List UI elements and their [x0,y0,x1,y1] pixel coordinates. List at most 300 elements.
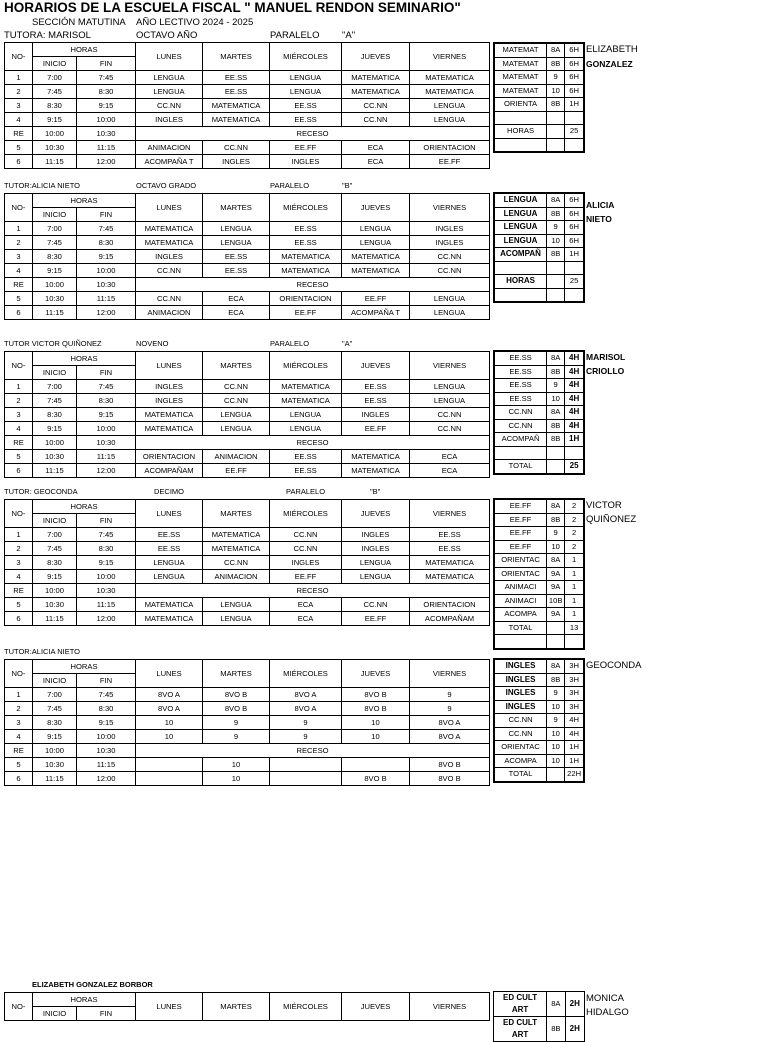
col-no: NO- [5,500,33,528]
load-subject: EE.FF [494,499,547,513]
load-row [494,554,584,568]
col-viernes: VIERNES [410,43,490,71]
subject-cell: 10 [203,758,270,772]
col-fin: FIN [77,208,136,222]
period-number: RE [5,278,33,292]
subject-cell: ECA [270,598,342,612]
teacher-name-last: HIDALGO [586,1007,629,1018]
start-time: 8:30 [33,250,77,264]
load-hours: 1 [565,554,584,568]
table-row [5,236,490,250]
subject-cell: LENGUA [270,422,342,436]
load-subject: MATEMAT [494,43,547,57]
start-time: 11:15 [33,464,77,478]
end-time: 8:30 [77,85,136,99]
load-grade [547,261,565,275]
load-subject: ACOMPA [494,754,547,768]
load-row [494,392,584,406]
tutor-label: TUTORA: MARISOL [4,30,91,41]
receso-cell: RECESO [136,584,490,598]
subject-cell: EE.SS [270,464,342,478]
load-row [494,540,584,554]
subject-cell: MATEMATICA [410,71,490,85]
teacher-load-table [493,658,585,783]
col-martes: MARTES [203,500,270,528]
start-time: 10:00 [33,127,77,141]
subject-cell: MATEMATICA [410,85,490,99]
load-hours: 1H [565,754,584,768]
load-hours: 6H [565,71,584,85]
subject-cell: CC.NN [203,141,270,155]
subject-cell: 8VO B [410,758,490,772]
subject-cell: CC.NN [410,408,490,422]
subject-cell: EE.SS [136,542,203,556]
load-subject: ORIENTAC [494,554,547,568]
col-lunes: LUNES [136,194,203,222]
table-row [5,250,490,264]
load-subject: ORIENTAC [494,567,547,581]
load-grade: 10 [547,540,565,554]
load-hours: 25 [565,275,584,289]
subject-cell: 8VO B [342,772,410,786]
load-hours: 6H [565,57,584,71]
subject-cell: ECA [203,292,270,306]
period-number: RE [5,127,33,141]
subject-cell: 10 [342,730,410,744]
start-time: 7:00 [33,71,77,85]
seccion-label: SECCIÓN MATUTINA [32,17,126,28]
load-grade: 8B [547,207,565,221]
load-grade: 10 [547,700,565,714]
load-hours: 2H [565,992,584,1017]
col-miercoles: MIÉRCOLES [270,993,342,1021]
table-row [5,264,490,278]
teacher-load-table [493,42,585,153]
subject-cell: EE.SS [270,236,342,250]
load-hours: 3H [565,700,584,714]
grade-label: OCTAVO AÑO [136,30,198,41]
end-time: 10:30 [77,744,136,758]
schedule-header-table [4,992,490,1021]
table-row [5,598,490,612]
subject-cell: EE.SS [203,71,270,85]
load-subject [494,288,547,302]
start-time: 11:15 [33,155,77,169]
start-time: 10:30 [33,292,77,306]
load-hours: 4H [565,351,584,365]
subject-cell: LENGUA [203,422,270,436]
subject-cell: MATEMATICA [342,450,410,464]
load-subject: HORAS [494,125,547,139]
load-row [494,513,584,527]
subject-cell: CC.NN [410,250,490,264]
load-row [494,741,584,755]
col-jueves: JUEVES [342,993,410,1021]
load-grade: 8B [547,673,565,687]
period-number: 3 [5,716,33,730]
subject-cell: 10 [203,772,270,786]
subject-cell: MATEMATICA [136,236,203,250]
load-grade: 8A [547,554,565,568]
subject-cell [270,772,342,786]
subject-cell: EE.SS [203,264,270,278]
end-time: 8:30 [77,702,136,716]
period-number: 3 [5,408,33,422]
period-number: 6 [5,612,33,626]
load-hours: 4H [565,727,584,741]
load-row [494,754,584,768]
end-time: 10:30 [77,584,136,598]
subject-cell: LENGUA [342,570,410,584]
subject-cell: LENGUA [342,556,410,570]
load-hours: 6H [565,84,584,98]
load-hours [565,446,584,460]
load-grade: 8B [547,513,565,527]
subject-cell: ECA [410,450,490,464]
col-horas: HORAS [33,993,136,1007]
period-number: 2 [5,236,33,250]
start-time: 10:30 [33,141,77,155]
grade-label: DECIMO [154,487,184,496]
subject-cell: CC.NN [136,264,203,278]
end-time: 10:00 [77,730,136,744]
subject-cell: LENGUA [270,71,342,85]
load-row [494,248,584,262]
subject-cell: EE.SS [203,85,270,99]
start-time: 7:45 [33,542,77,556]
period-number: 3 [5,556,33,570]
period-number: 6 [5,306,33,320]
load-row [494,84,584,98]
tutor-label: TUTOR VICTOR QUIÑONEZ [4,339,102,348]
subject-cell: ACOMPAÑA T [136,155,203,169]
subject-cell: 8VO B [342,702,410,716]
teacher-name-first: ALICIA [586,200,615,210]
load-subject: TOTAL [494,621,547,635]
load-grade: 8B [547,98,565,112]
col-no: NO- [5,660,33,688]
subject-cell: LENGUA [136,556,203,570]
subject-cell: MATEMATICA [136,422,203,436]
teacher-load-table [493,350,585,475]
start-time: 8:30 [33,556,77,570]
period-number: 2 [5,394,33,408]
subject-cell: ECA [342,141,410,155]
load-hours: 4H [565,392,584,406]
col-no: NO- [5,993,33,1021]
subject-cell: LENGUA [410,113,490,127]
load-grade: 9A [547,567,565,581]
start-time: 9:15 [33,730,77,744]
table-row [5,127,490,141]
subject-cell: ORIENTACION [410,141,490,155]
period-number: 5 [5,758,33,772]
load-subject: EE.SS [494,351,547,365]
load-subject: ED CULT ART [494,992,547,1017]
load-row [494,207,584,221]
subject-cell: INGLES [270,155,342,169]
load-grade: 8A [547,659,565,673]
load-subject: LENGUA [494,193,547,207]
load-grade: 8B [547,365,565,379]
table-row [5,730,490,744]
subject-cell: INGLES [342,542,410,556]
subject-cell: 8VO B [410,772,490,786]
subject-cell: EE.FF [342,612,410,626]
end-time: 11:15 [77,292,136,306]
subject-cell: 9 [270,716,342,730]
subject-cell: INGLES [342,408,410,422]
subject-cell: INGLES [136,250,203,264]
teacher-name-first: GEOCONDA [586,660,642,671]
period-number: RE [5,436,33,450]
end-time: 12:00 [77,155,136,169]
load-subject: EE.FF [494,527,547,541]
col-jueves: JUEVES [342,500,410,528]
load-grade: 8A [547,992,565,1017]
start-time: 7:45 [33,702,77,716]
subject-cell: ANIMACION [136,306,203,320]
load-hours: 2 [565,499,584,513]
subject-cell: ANIMACION [203,450,270,464]
subject-cell: INGLES [410,236,490,250]
subject-cell: CC.NN [270,542,342,556]
start-time: 10:00 [33,744,77,758]
subject-cell: 9 [270,730,342,744]
teacher-name-last: GONZALEZ [586,59,633,69]
teacher-name-first: ELIZABETH [586,44,638,55]
subject-cell: EE.SS [270,450,342,464]
start-time: 8:30 [33,99,77,113]
subject-cell: EE.FF [410,155,490,169]
subject-cell: EE.SS [410,528,490,542]
period-number: 2 [5,702,33,716]
teacher-load-table [493,192,585,303]
col-inicio: INICIO [33,208,77,222]
load-row [494,406,584,420]
period-number: 4 [5,264,33,278]
load-row [494,567,584,581]
end-time: 9:15 [77,250,136,264]
subject-cell: CC.NN [342,99,410,113]
subject-cell: 8VO A [136,702,203,716]
period-number: 4 [5,113,33,127]
subject-cell: CC.NN [342,113,410,127]
subject-cell: LENGUA [136,85,203,99]
schedule-table [4,42,490,169]
load-row [494,234,584,248]
subject-cell: LENGUA [410,292,490,306]
load-hours [565,111,584,125]
paralelo-value: "A" [342,339,353,348]
end-time: 10:30 [77,278,136,292]
load-hours: 1H [565,433,584,447]
period-number: 4 [5,570,33,584]
load-row [494,365,584,379]
load-row [494,71,584,85]
grade-label: NOVENO [136,339,169,348]
col-martes: MARTES [203,352,270,380]
start-time: 8:30 [33,408,77,422]
end-time: 10:00 [77,264,136,278]
load-grade: 8A [547,351,565,365]
load-grade: 9 [547,714,565,728]
period-number: 1 [5,71,33,85]
table-row [5,744,490,758]
start-time: 10:00 [33,436,77,450]
teacher-load-table [493,498,585,650]
page-title: HORARIOS DE LA ESCUELA FISCAL " MANUEL RENDON SEMINARIO" [4,0,461,15]
load-row [494,193,584,207]
load-row [494,43,584,57]
receso-cell: RECESO [136,278,490,292]
subject-cell: CC.NN [203,380,270,394]
end-time: 8:30 [77,542,136,556]
col-lunes: LUNES [136,993,203,1021]
subject-cell: 9 [410,702,490,716]
receso-cell: RECESO [136,744,490,758]
subject-cell: 10 [342,716,410,730]
paralelo-value: "A" [342,30,356,41]
schedule-table [4,659,490,786]
subject-cell: 8VO B [342,688,410,702]
load-grade [547,288,565,302]
load-hours: 1 [565,608,584,622]
table-row [5,113,490,127]
load-hours: 6H [565,221,584,235]
table-row [5,542,490,556]
subject-cell: MATEMATICA [270,250,342,264]
load-hours: 25 [565,460,584,474]
end-time: 11:15 [77,758,136,772]
col-viernes: VIERNES [410,993,490,1021]
load-subject: ACOMPAÑ [494,433,547,447]
load-grade: 8A [547,193,565,207]
period-number: 1 [5,528,33,542]
col-inicio: INICIO [33,366,77,380]
col-martes: MARTES [203,993,270,1021]
paralelo-label: PARALELO [270,339,310,348]
load-subject: CC.NN [494,419,547,433]
subject-cell: ORIENTACION [136,450,203,464]
col-miercoles: MIÉRCOLES [270,43,342,71]
start-time: 7:00 [33,222,77,236]
table-row [5,306,490,320]
subject-cell: INGLES [136,380,203,394]
col-horas: HORAS [33,194,136,208]
subject-cell: EE.FF [270,141,342,155]
load-row [494,527,584,541]
load-row [494,714,584,728]
subject-cell: EE.SS [270,222,342,236]
load-row [494,98,584,112]
load-row [494,379,584,393]
subject-cell: ECA [342,155,410,169]
load-hours: 6H [565,43,584,57]
load-subject [494,138,547,152]
load-hours: 1 [565,594,584,608]
start-time: 9:15 [33,570,77,584]
load-row [494,700,584,714]
table-row [5,772,490,786]
subject-cell: CC.NN [136,99,203,113]
subject-cell: ORIENTACION [410,598,490,612]
subject-cell: ECA [203,306,270,320]
schedule-block-last [4,980,764,1039]
load-grade: 10 [547,234,565,248]
grade-label: OCTAVO GRADO [136,181,197,190]
teacher-name-first: MONICA [586,993,624,1004]
col-no: NO- [5,194,33,222]
subject-cell: ANIMACION [136,141,203,155]
load-subject: EE.FF [494,513,547,527]
col-fin: FIN [77,1007,136,1021]
col-jueves: JUEVES [342,352,410,380]
subject-cell: MATEMATICA [342,250,410,264]
load-row [494,351,584,365]
load-hours: 4H [565,365,584,379]
paralelo-label: PARALELO [286,487,326,496]
load-subject: LENGUA [494,234,547,248]
col-miercoles: MIÉRCOLES [270,660,342,688]
end-time: 7:45 [77,71,136,85]
load-row [494,621,584,635]
table-row [5,450,490,464]
start-time: 10:30 [33,598,77,612]
subject-cell: EE.SS [342,380,410,394]
load-hours: 6H [565,234,584,248]
start-time: 11:15 [33,306,77,320]
teacher-name-first: VICTOR [586,500,622,511]
table-row [5,408,490,422]
subject-cell: LENGUA [270,408,342,422]
start-time: 7:45 [33,394,77,408]
col-fin: FIN [77,514,136,528]
load-row [494,57,584,71]
load-row [494,659,584,673]
load-hours: 4H [565,406,584,420]
subject-cell: 8VO A [270,688,342,702]
subject-cell: 8VO A [410,730,490,744]
schedule-block [4,181,764,331]
load-hours: 4H [565,714,584,728]
subject-cell [270,758,342,772]
load-grade: 10 [547,741,565,755]
load-subject: CC.NN [494,727,547,741]
col-martes: MARTES [203,660,270,688]
period-number: 5 [5,141,33,155]
table-row [5,556,490,570]
col-jueves: JUEVES [342,660,410,688]
start-time: 10:00 [33,584,77,598]
load-subject: MATEMAT [494,57,547,71]
load-hours: 22H [565,768,584,782]
col-fin: FIN [77,366,136,380]
load-hours [565,261,584,275]
schedule-table [4,499,490,626]
end-time: 10:00 [77,113,136,127]
subject-cell: INGLES [136,113,203,127]
load-hours: 25 [565,125,584,139]
load-row [494,446,584,460]
load-hours: 1H [565,98,584,112]
start-time: 8:30 [33,716,77,730]
start-time: 11:15 [33,612,77,626]
table-row [5,85,490,99]
load-subject: MATEMAT [494,84,547,98]
tutor-label: TUTOR: GEOCONDA [4,487,78,496]
load-subject [494,261,547,275]
